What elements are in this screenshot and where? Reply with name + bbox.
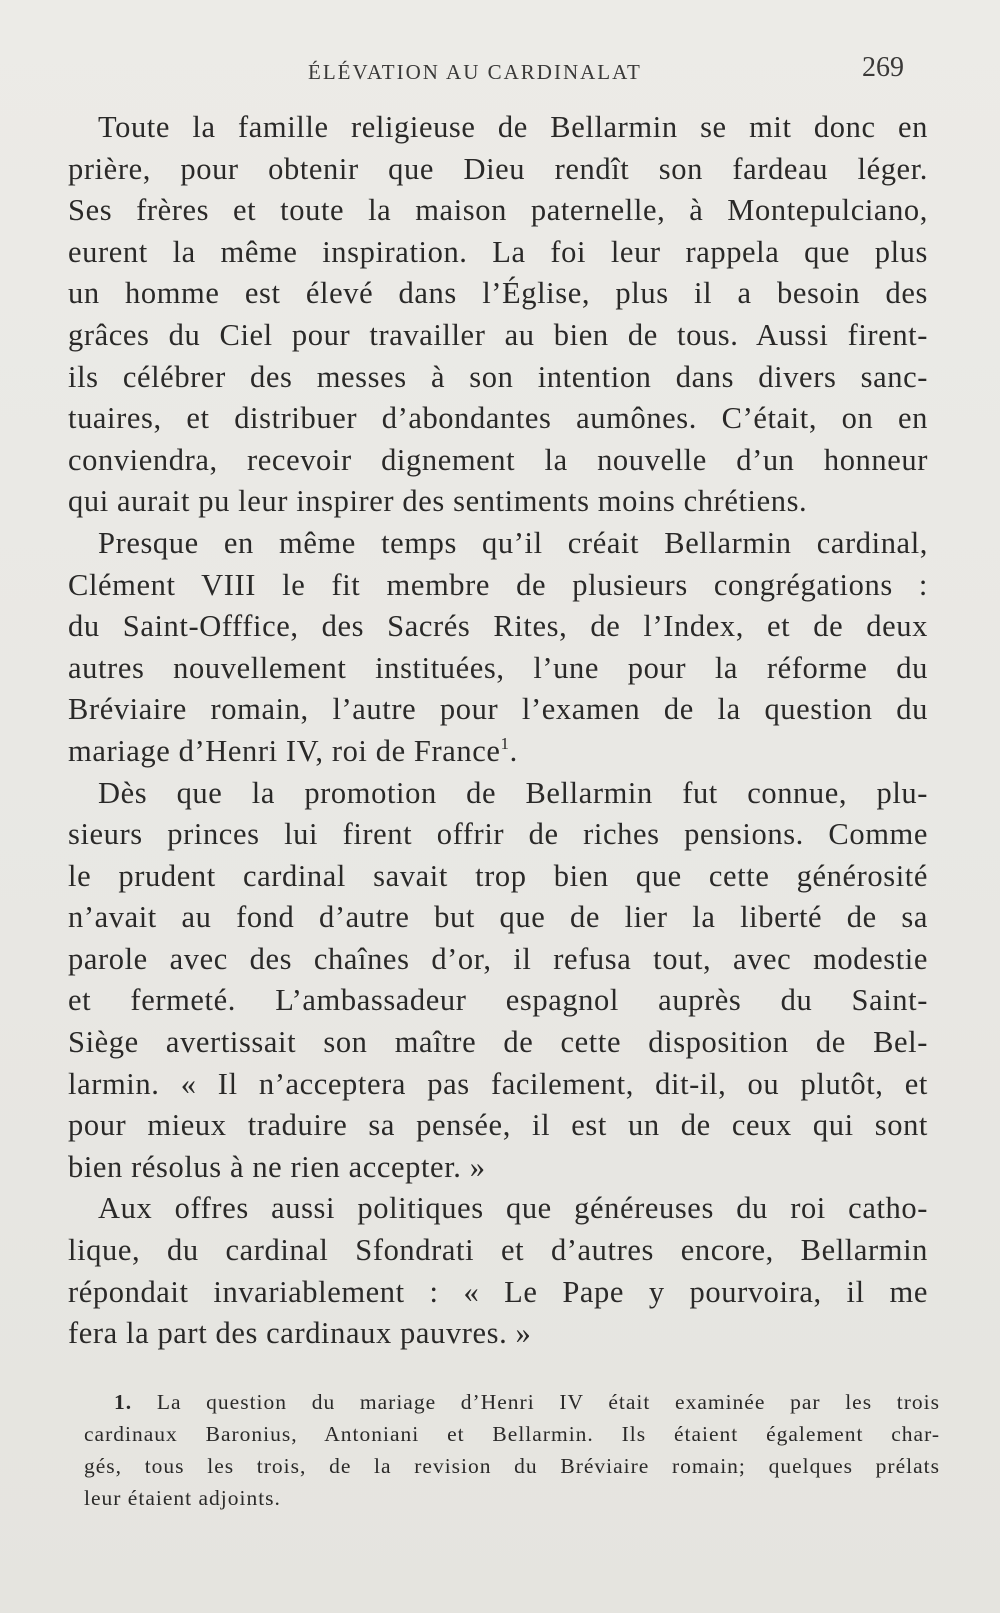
footnote-reference[interactable]: 1 (500, 733, 510, 753)
footnote-text: La question du mariage d’Henri IV était examinée par les trois (156, 1390, 941, 1414)
text-line: prière, pour obtenir que Dieu rendît son fardeau léger. (68, 151, 928, 186)
line-tail: . (509, 733, 518, 768)
text-line: un homme est élevé dans l’Église, plus il a besoin des (68, 276, 928, 311)
text-line: du Saint-Offfice, des Sacrés Rites, de l’Index, et de deux (68, 609, 928, 644)
text-line: répondait invariablement : « Le Pape y pourvoira, il me (68, 1274, 928, 1309)
text-line: Ses frères et toute la maison paternelle, à Montepulciano, (68, 193, 928, 228)
text-line: n’avait au fond d’autre but que de lier la liberté de sa (68, 900, 928, 935)
text-line: le prudent cardinal savait trop bien que cette générosité (68, 858, 928, 893)
paragraph-3 (68, 773, 928, 1189)
text-line: qui aurait pu leur inspirer des sentiments moins chrétiens. (68, 484, 808, 519)
text-line-with-footnote (68, 731, 928, 773)
footnote-line: cardinaux Baronius, Antoniani et Bellarmin. Ils étaient également char- (84, 1422, 940, 1446)
paragraph-4 (68, 1188, 928, 1354)
text-line: Toute la famille religieuse de Bellarmin se mit donc en (98, 110, 928, 144)
text-line: lique, du cardinal Sfondrati et d’autres encore, Bellarmin (68, 1233, 928, 1268)
text-line: parole avec des chaînes d’or, il refusa tout, avec modestie (68, 941, 928, 976)
text-line: eurent la même inspiration. La foi leur rappela que plus (68, 234, 928, 269)
text-line: Dès que la promotion de Bellarmin fut connue, plu- (98, 775, 928, 810)
text-line: Clément VIII le fit membre de plusieurs congrégations : (68, 567, 928, 602)
paragraph-1 (68, 107, 928, 523)
text-line: conviendra, recevoir dignement la nouvelle d’un honneur (68, 442, 928, 477)
paragraph-2 (68, 523, 928, 773)
body-text (68, 107, 928, 1355)
text-line: autres nouvellement instituées, l’une pour la réforme du (68, 650, 928, 685)
text-line: Presque en même temps qu’il créait Bellarmin cardinal, (98, 525, 928, 560)
footnote-line: gés, tous les trois, de la revision du Bréviaire romain; quelques prélats (84, 1454, 940, 1478)
footnote-line: leur étaient adjoints. (84, 1486, 281, 1510)
text-line: ils célébrer des messes à son intention dans divers sanc- (68, 359, 928, 394)
text-line: larmin. « Il n’acceptera pas facilement, dit-il, ou plutôt, et (68, 1066, 928, 1101)
text-line: mariage d’Henri IV, roi de France (68, 733, 501, 768)
footnotes (84, 1386, 940, 1514)
page-number: 269 (862, 52, 904, 83)
text-line: Aux offres aussi politiques que généreuses du roi catho- (98, 1191, 928, 1226)
text-line: sieurs princes lui firent offrir de riches pensions. Comme (68, 817, 928, 852)
text-line: tuaires, et distribuer d’abondantes aumônes. C’était, on en (68, 401, 928, 436)
text-line: Siège avertissait son maître de cette disposition de Bel- (68, 1025, 928, 1060)
text-line: fera la part des cardinaux pauvres. » (68, 1316, 532, 1351)
text-line: bien résolus à ne rien accepter. » (68, 1149, 486, 1184)
text-line: Bréviaire romain, l’autre pour l’examen de la question du (68, 692, 928, 727)
running-title: ÉLÉVATION AU CARDINALAT (308, 60, 642, 84)
running-head (0, 52, 1000, 92)
footnote-number: 1. (114, 1390, 133, 1414)
text-line: et fermeté. L’ambassadeur espagnol auprès du Saint- (68, 983, 928, 1018)
footnote-line (84, 1386, 940, 1418)
text-line: pour mieux traduire sa pensée, il est un de ceux qui sont (68, 1108, 928, 1143)
text-line: grâces du Ciel pour travailler au bien de tous. Aussi firent- (68, 317, 928, 352)
